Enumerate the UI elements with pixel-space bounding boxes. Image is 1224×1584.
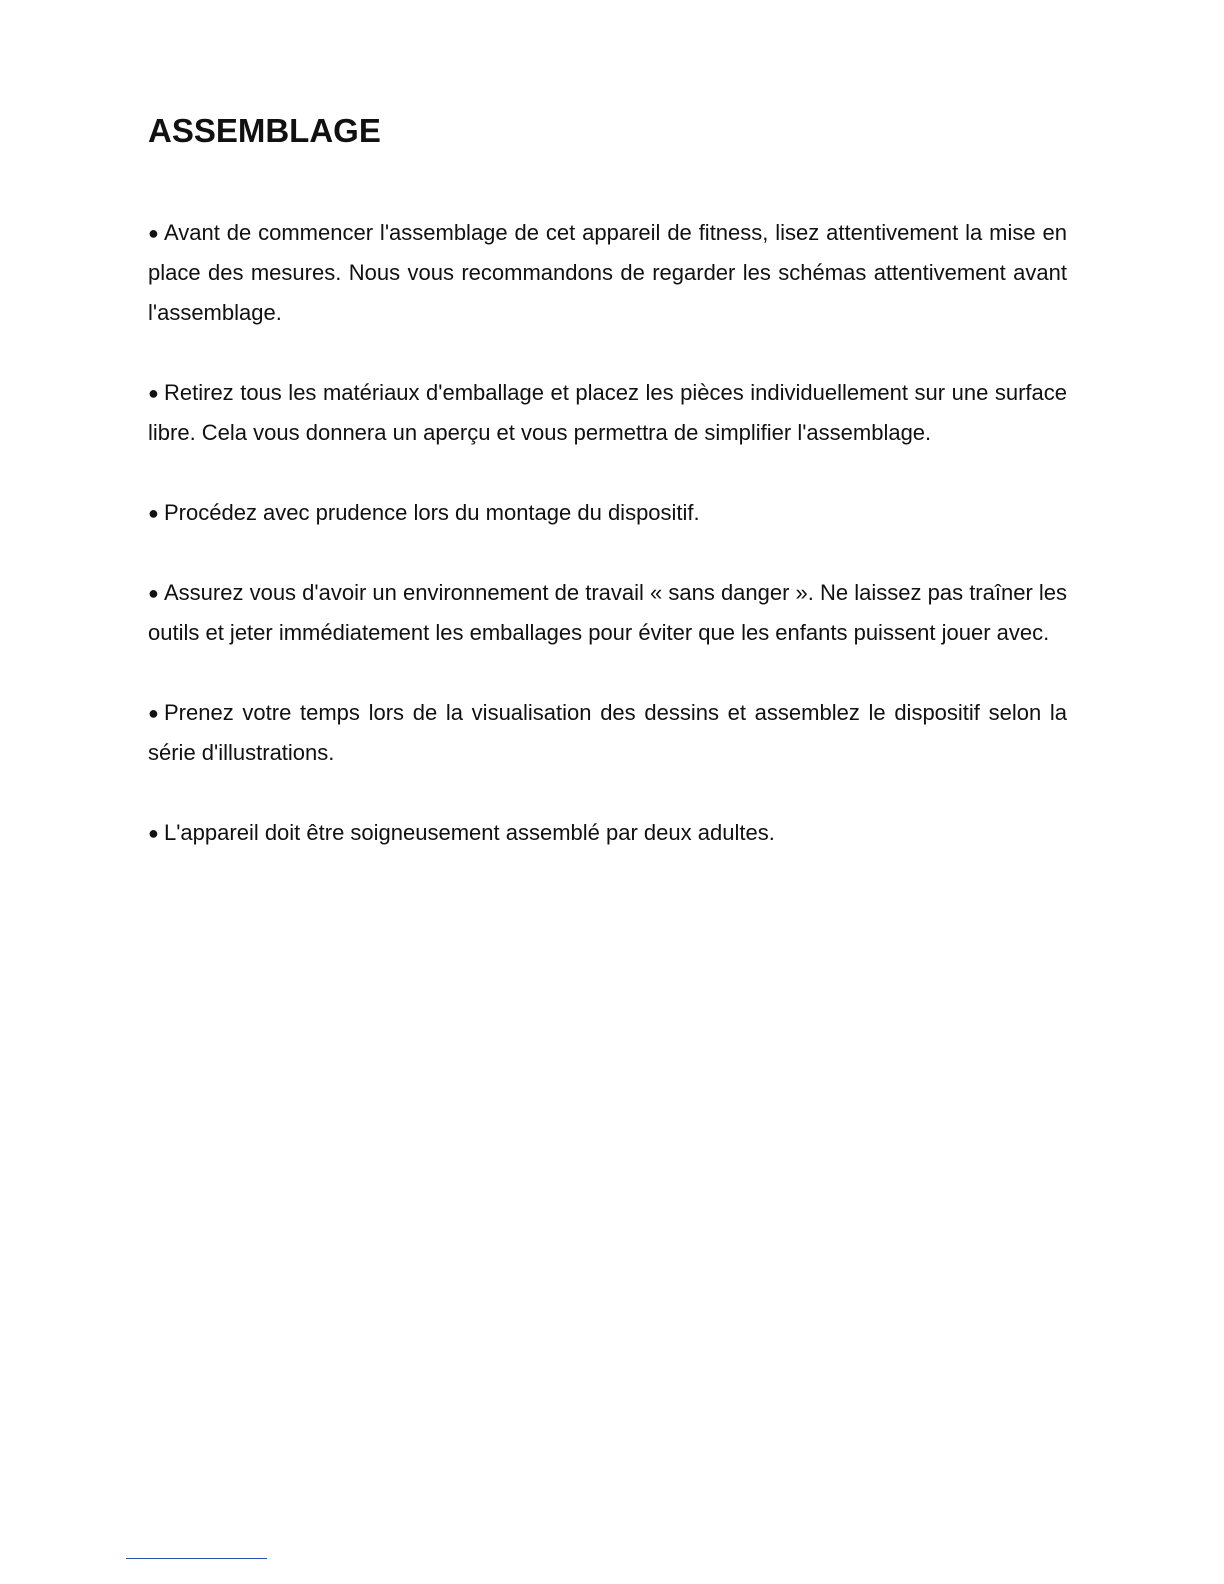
list-item-text: Procédez avec prudence lors du montage du dispositif. [164,500,700,525]
bullet-icon: ● [148,583,159,603]
list-item [148,373,1067,453]
list-item-text: Retirez tous les matériaux d'emballage et placez les pièces individuellement sur une surface libre. Cela vous donnera un aperçu et vous permettra de simplifier l'assemblage. [148,380,1067,445]
list-item-text: L'appareil doit être soigneusement assemblé par deux adultes. [164,820,775,845]
bullet-icon: ● [148,823,159,843]
list-item-text: Assurez vous d'avoir un environnement de travail « sans danger ». Ne laissez pas traîner les outils et jeter immédiatement les emballages pour éviter que les enfants puissent jouer avec. [148,580,1068,645]
list-item-text: Prenez votre temps lors de la visualisation des dessins et assemblez le dispositif selon la série d'illustrations. [148,700,1067,765]
page-title: ASSEMBLAGE [148,112,381,149]
footnote-divider [126,1558,267,1559]
bullet-icon: ● [148,503,159,523]
instruction-list [148,213,1067,893]
list-item-text: Avant de commencer l'assemblage de cet appareil de fitness, lisez attentivement la mise en place des mesures. Nous vous recommandons de regarder les schémas attentivement avant l'assemblage. [148,220,1067,325]
list-item [148,693,1067,773]
list-item [148,573,1067,653]
list-item [148,813,1067,853]
list-item [148,493,1067,533]
bullet-icon: ● [148,223,159,243]
list-item [148,213,1067,333]
bullet-icon: ● [148,703,159,723]
bullet-icon: ● [148,383,159,403]
